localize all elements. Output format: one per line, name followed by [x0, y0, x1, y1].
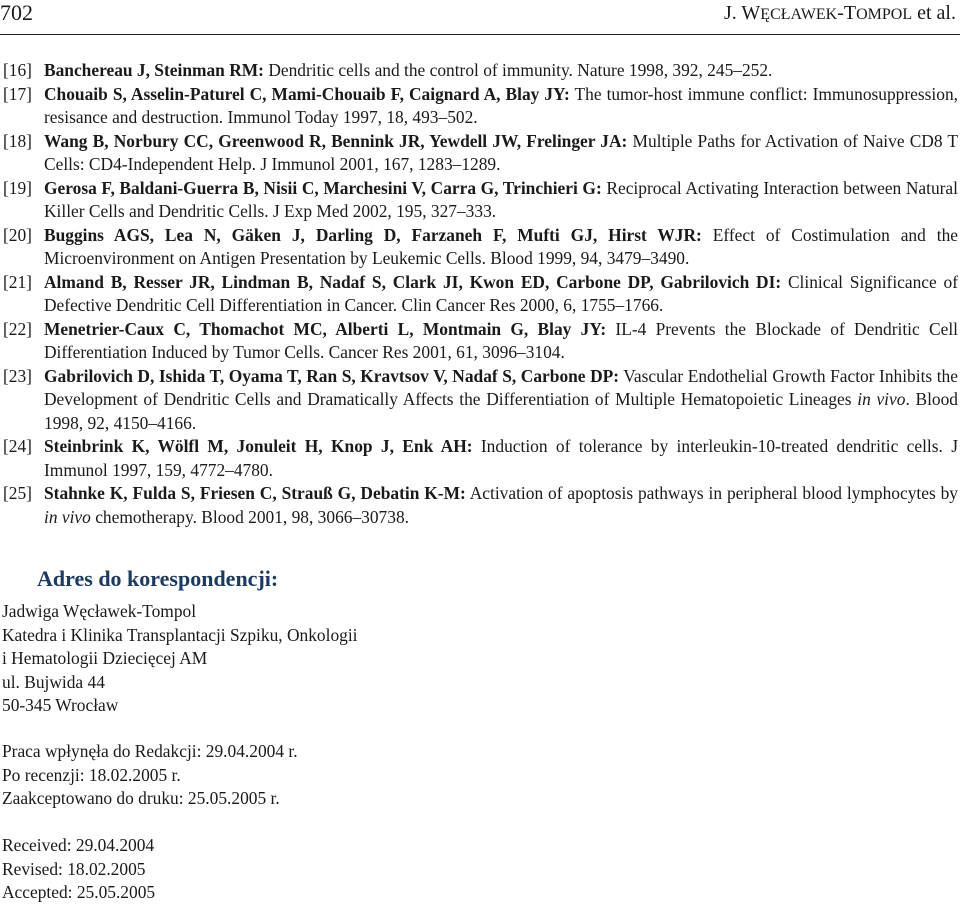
reference-text — [44, 435, 958, 482]
reference-title: Multiple Paths for Activation of Naive CD8 T Cells: CD4-Independent Help. J Immunol 2001, 167, 1283–1289. — [44, 130, 958, 174]
date-line: Po recenzji: 18.02.2005 r. — [2, 764, 181, 785]
reference-authors: Wang B, Norbury CC, Greenwood R, Bennink JR, Yewdell JW, Frelinger JA: — [44, 130, 628, 151]
running-head-authors: J. WĘCŁAWEK-TOMPOL et al. — [723, 2, 956, 24]
date-line: Received: 29.04.2004 — [2, 835, 155, 855]
reference-number: [20] — [3, 224, 32, 245]
reference-item — [3, 177, 958, 224]
reference-authors: Buggins AGS, Lea N, Gäken J, Darling D, Farzaneh F, Mufti GJ, Hirst WJR: — [44, 224, 702, 245]
address-line: Katedra i Klinika Transplantacji Szpiku, Onkologii — [2, 624, 358, 645]
reference-italic: in vivo — [44, 506, 91, 527]
reference-title: The tumor-host immune conflict: Immunosuppression, resisance and destruction. Immunol Today 1997, 18, 493–502. — [44, 83, 958, 127]
reference-authors: Menetrier-Caux C, Thomachot MC, Alberti L, Montmain G, Blay JY: — [44, 318, 607, 339]
reference-item — [3, 83, 958, 130]
reference-authors: Gabrilovich D, Ishida T, Oyama T, Ran S, Kravtsov V, Nadaf S, Carbone DP: — [44, 365, 620, 386]
reference-number: [22] — [3, 318, 32, 339]
reference-number: [17] — [3, 83, 32, 104]
reference-list — [3, 59, 958, 529]
reference-title: Dendritic cells and the control of immunity. Nature 1998, 392, 245–252. — [268, 60, 773, 80]
reference-title: Clinical Significance of Defective Dendritic Cell Differentiation in Cancer. Clin Cancer Res 2000, 6, 1755–1766. — [44, 271, 958, 315]
reference-number: [16] — [3, 60, 32, 80]
reference-authors: Stahnke K, Fulda S, Friesen C, Strauß G, Debatin K-M: — [44, 483, 466, 503]
reference-text — [44, 271, 958, 318]
reference-authors: Steinbrink K, Wölfl M, Jonuleit H, Knop J, Enk AH: — [44, 436, 473, 456]
reference-item — [3, 224, 958, 271]
reference-authors: Banchereau J, Steinman RM: — [44, 60, 264, 80]
reference-text — [44, 130, 958, 177]
date-line: Accepted: 25.05.2005 — [2, 882, 156, 902]
page-number: 702 — [0, 0, 33, 25]
header-rule — [0, 34, 960, 35]
reference-text — [44, 177, 958, 224]
address-line: Jadwiga Węcławek-Tompol — [2, 601, 197, 621]
reference-authors: Chouaib S, Asselin-Paturel C, Mami-Chouaib F, Caignard A, Blay JY: — [44, 83, 570, 104]
reference-number: [19] — [3, 177, 32, 198]
reference-text — [44, 365, 958, 436]
dates-english — [2, 834, 155, 905]
reference-title: Reciprocal Activating Interaction between Natural Killer Cells and Dendritic Cells. J Exp Med 2002, 195, 327–333. — [44, 177, 958, 221]
reference-text — [44, 224, 958, 271]
page-header — [0, 0, 960, 36]
correspondence-heading: Adres do korespondencji: — [37, 566, 279, 591]
dates-polish — [2, 740, 298, 811]
reference-number: [23] — [3, 365, 32, 386]
address-line: 50-345 Wrocław — [2, 695, 119, 715]
reference-item — [3, 482, 958, 529]
reference-authors: Gerosa F, Baldani-Guerra B, Nisii C, Marchesini V, Carra G, Trinchieri G: — [44, 177, 602, 198]
correspondence-address — [2, 600, 358, 718]
reference-authors: Almand B, Resser JR, Lindman B, Nadaf S, Clark JI, Kwon ED, Carbone DP, Gabrilovich DI: — [44, 271, 782, 292]
reference-item — [3, 435, 958, 482]
reference-source: chemotherapy. Blood 2001, 98, 3066–30738. — [90, 506, 409, 527]
reference-number: [25] — [3, 483, 32, 503]
reference-item — [3, 130, 958, 177]
reference-title: Vascular Endothelial Growth Factor Inhibits the Development of Dendritic Cells and Dramatically Affects the Differentiation of Multiple Hematopoietic Lineages — [44, 365, 958, 409]
reference-text — [44, 59, 958, 83]
reference-item — [3, 271, 958, 318]
reference-item — [3, 318, 958, 365]
date-line: Praca wpłynęła do Redakcji: 29.04.2004 r. — [2, 741, 298, 761]
reference-number: [18] — [3, 130, 32, 151]
reference-text — [44, 482, 958, 529]
reference-title: Effect of Costimulation and the Microenvironment on Antigen Presentation by Leukemic Cells. Blood 1999, 94, 3479–3490. — [44, 224, 958, 268]
reference-text — [44, 83, 958, 130]
reference-title: Activation of apoptosis pathways in peripheral blood lymphocytes by — [469, 483, 959, 503]
address-line: ul. Bujwida 44 — [2, 671, 105, 692]
reference-item — [3, 365, 958, 436]
date-line: Zaakceptowano do druku: 25.05.2005 r. — [2, 788, 280, 808]
reference-item — [3, 59, 958, 83]
reference-title: Induction of tolerance by interleukin-10-treated dendritic cells. J Immunol 1997, 159, 4772–4780. — [44, 436, 959, 480]
address-line: i Hematologii Dziecięcej AM — [2, 648, 208, 668]
reference-italic: in vivo — [857, 389, 906, 409]
reference-number: [24] — [3, 436, 32, 456]
reference-number: [21] — [3, 271, 32, 292]
reference-text — [44, 318, 958, 365]
reference-source: . Blood 1998, 92, 4150–4166. — [44, 389, 958, 433]
date-line: Revised: 18.02.2005 — [2, 858, 146, 879]
reference-title: IL-4 Prevents the Blockade of Dendritic Cell Differentiation Induced by Tumor Cells. Cancer Res 2001, 61, 3096–3104. — [44, 318, 958, 362]
